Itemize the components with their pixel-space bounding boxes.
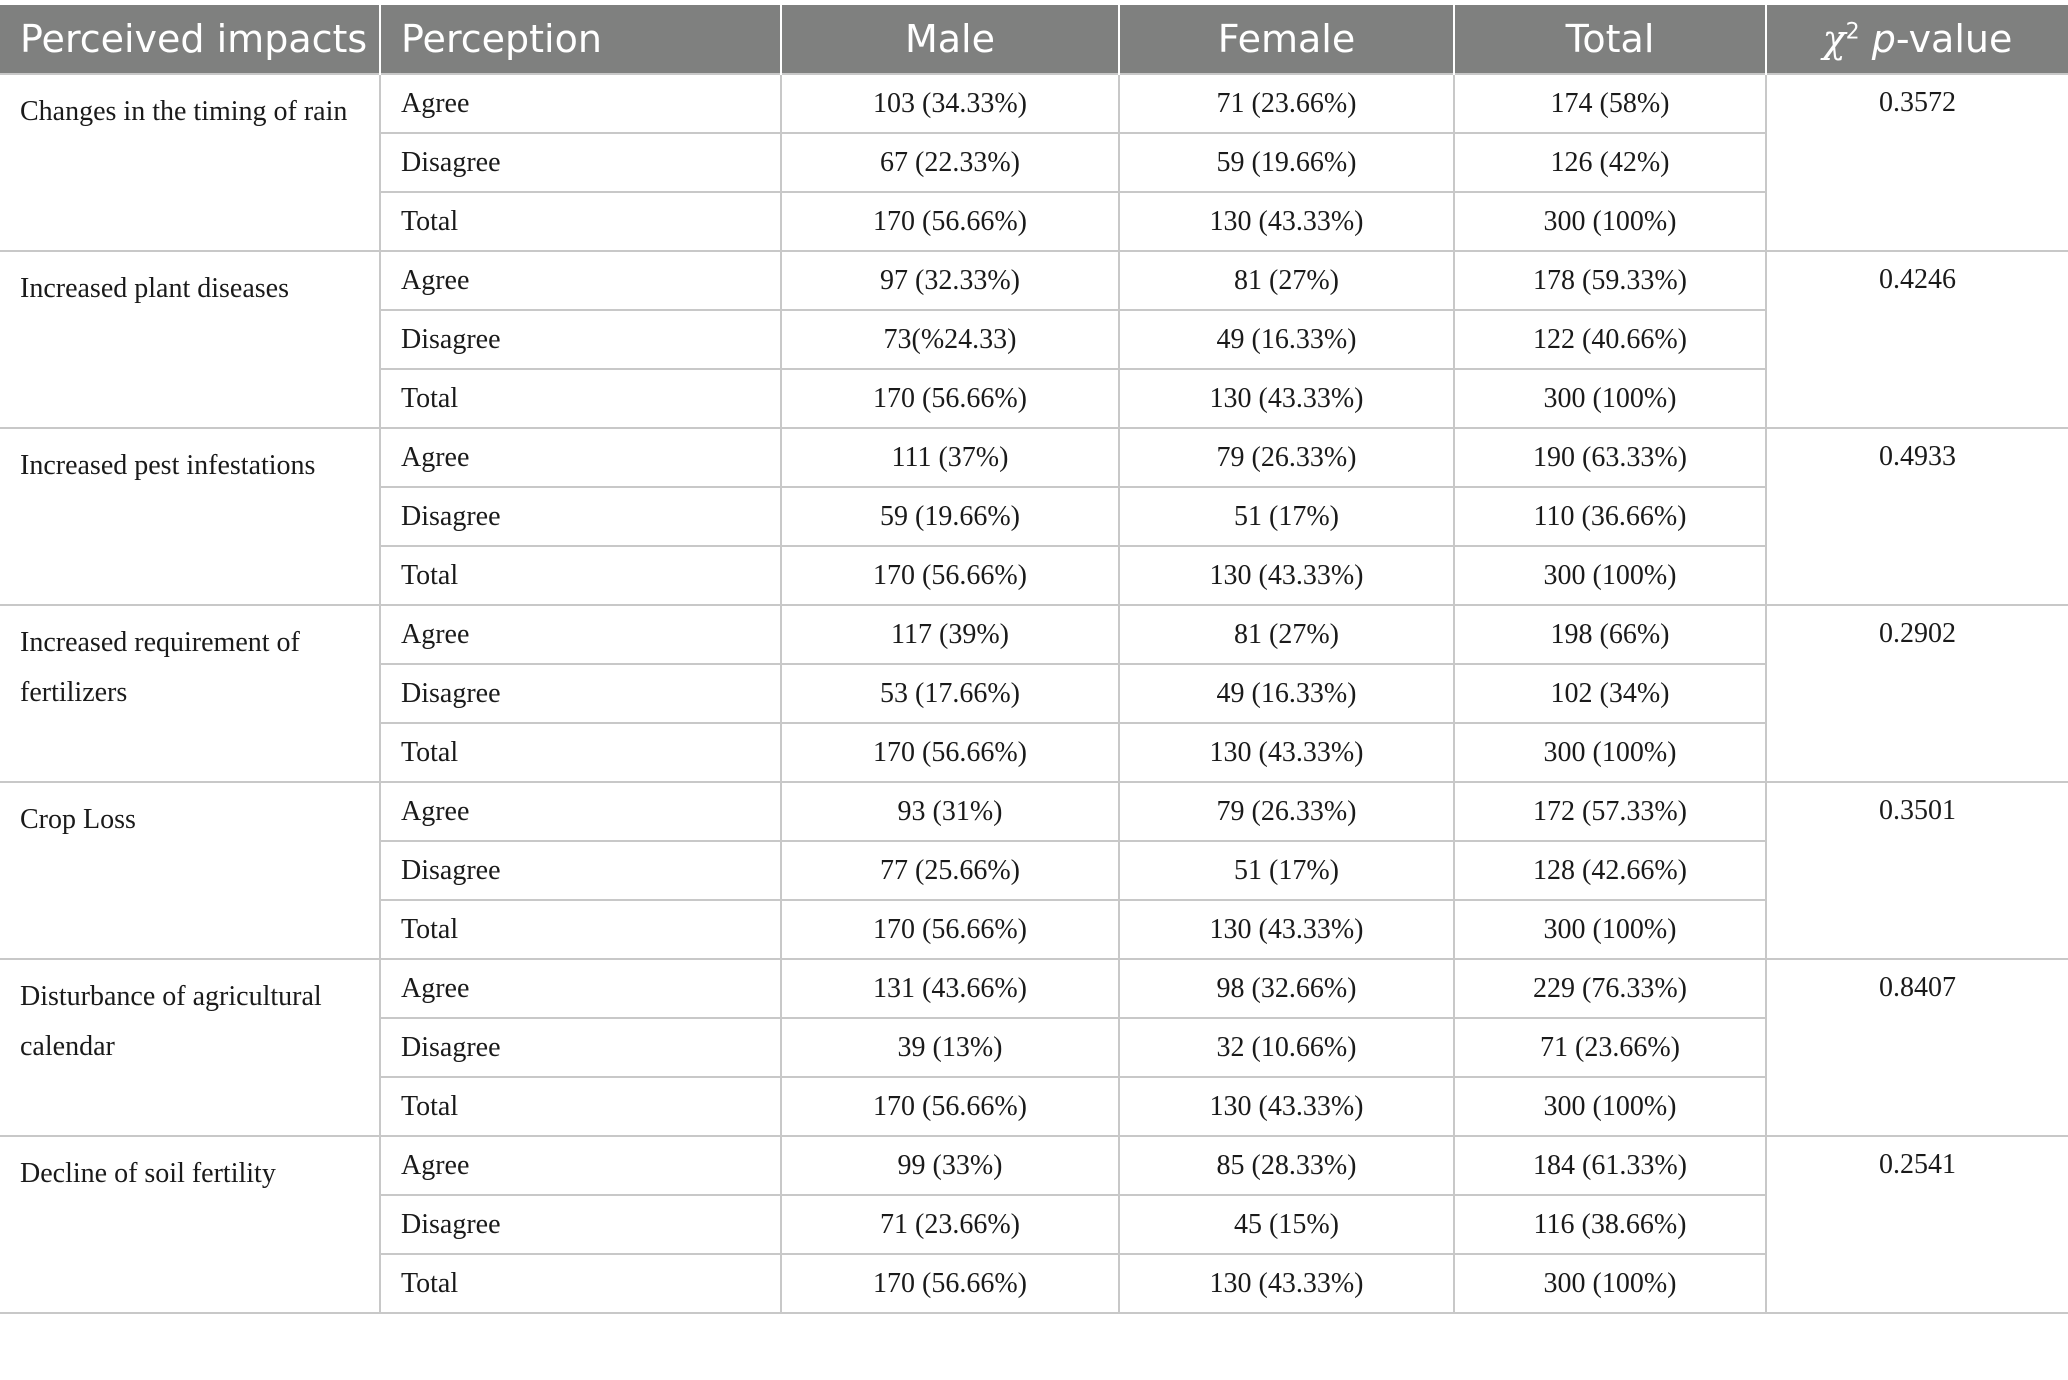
perception-cell: Total <box>380 723 781 782</box>
impact-cell: Decline of soil fertility <box>0 1136 380 1313</box>
total-cell: 172 (57.33%) <box>1454 782 1766 841</box>
male-cell: 117 (39%) <box>781 605 1119 664</box>
total-cell: 300 (100%) <box>1454 723 1766 782</box>
total-cell: 300 (100%) <box>1454 546 1766 605</box>
perception-cell: Total <box>380 369 781 428</box>
total-cell: 190 (63.33%) <box>1454 428 1766 487</box>
female-cell: 130 (43.33%) <box>1119 1254 1454 1313</box>
female-cell: 81 (27%) <box>1119 605 1454 664</box>
total-cell: 126 (42%) <box>1454 133 1766 192</box>
female-cell: 79 (26.33%) <box>1119 428 1454 487</box>
total-cell: 300 (100%) <box>1454 1254 1766 1313</box>
female-cell: 45 (15%) <box>1119 1195 1454 1254</box>
male-cell: 170 (56.66%) <box>781 369 1119 428</box>
total-cell: 300 (100%) <box>1454 192 1766 251</box>
male-cell: 170 (56.66%) <box>781 900 1119 959</box>
perception-cell: Agree <box>380 959 781 1018</box>
header-perceived-impacts: Perceived impacts <box>0 5 380 74</box>
p-letter: p <box>1871 17 1896 61</box>
perceived-impacts-table <box>0 5 2068 1314</box>
male-cell: 170 (56.66%) <box>781 1254 1119 1313</box>
table-row <box>0 782 2068 841</box>
perception-cell: Agree <box>380 605 781 664</box>
male-cell: 111 (37%) <box>781 428 1119 487</box>
female-cell: 85 (28.33%) <box>1119 1136 1454 1195</box>
male-cell: 59 (19.66%) <box>781 487 1119 546</box>
total-cell: 300 (100%) <box>1454 1077 1766 1136</box>
perception-cell: Disagree <box>380 487 781 546</box>
p-value-cell: 0.2902 <box>1766 605 2068 782</box>
female-cell: 98 (32.66%) <box>1119 959 1454 1018</box>
male-cell: 170 (56.66%) <box>781 546 1119 605</box>
female-cell: 59 (19.66%) <box>1119 133 1454 192</box>
male-cell: 67 (22.33%) <box>781 133 1119 192</box>
total-cell: 128 (42.66%) <box>1454 841 1766 900</box>
female-cell: 71 (23.66%) <box>1119 74 1454 133</box>
female-cell: 130 (43.33%) <box>1119 369 1454 428</box>
female-cell: 130 (43.33%) <box>1119 192 1454 251</box>
perception-cell: Total <box>380 546 781 605</box>
header-male: Male <box>781 5 1119 74</box>
chi-symbol: χ <box>1822 17 1846 61</box>
impact-cell: Changes in the timing of rain <box>0 74 380 251</box>
male-cell: 170 (56.66%) <box>781 1077 1119 1136</box>
male-cell: 73(%24.33) <box>781 310 1119 369</box>
value-suffix: -value <box>1895 17 2013 61</box>
chi-superscript: 2 <box>1845 19 1860 45</box>
perception-cell: Disagree <box>380 1018 781 1077</box>
female-cell: 32 (10.66%) <box>1119 1018 1454 1077</box>
total-cell: 122 (40.66%) <box>1454 310 1766 369</box>
impact-cell: Increased plant diseases <box>0 251 380 428</box>
total-cell: 178 (59.33%) <box>1454 251 1766 310</box>
header-chi-square-p-value <box>1766 5 2068 74</box>
female-cell: 130 (43.33%) <box>1119 723 1454 782</box>
table-row <box>0 605 2068 664</box>
header-perception: Perception <box>380 5 781 74</box>
perception-cell: Agree <box>380 782 781 841</box>
p-value-cell: 0.4933 <box>1766 428 2068 605</box>
total-cell: 300 (100%) <box>1454 900 1766 959</box>
perception-cell: Disagree <box>380 133 781 192</box>
male-cell: 170 (56.66%) <box>781 723 1119 782</box>
male-cell: 103 (34.33%) <box>781 74 1119 133</box>
perception-cell: Agree <box>380 1136 781 1195</box>
female-cell: 51 (17%) <box>1119 841 1454 900</box>
p-value-cell: 0.2541 <box>1766 1136 2068 1313</box>
female-cell: 130 (43.33%) <box>1119 1077 1454 1136</box>
impact-cell: Increased pest infestations <box>0 428 380 605</box>
perception-cell: Total <box>380 192 781 251</box>
perception-cell: Total <box>380 900 781 959</box>
perception-cell: Total <box>380 1254 781 1313</box>
total-cell: 116 (38.66%) <box>1454 1195 1766 1254</box>
total-cell: 102 (34%) <box>1454 664 1766 723</box>
total-cell: 229 (76.33%) <box>1454 959 1766 1018</box>
male-cell: 39 (13%) <box>781 1018 1119 1077</box>
male-cell: 71 (23.66%) <box>781 1195 1119 1254</box>
male-cell: 53 (17.66%) <box>781 664 1119 723</box>
p-value-cell: 0.8407 <box>1766 959 2068 1136</box>
p-value-cell: 0.4246 <box>1766 251 2068 428</box>
header-total: Total <box>1454 5 1766 74</box>
header-female: Female <box>1119 5 1454 74</box>
perception-cell: Agree <box>380 74 781 133</box>
perception-cell: Disagree <box>380 1195 781 1254</box>
female-cell: 51 (17%) <box>1119 487 1454 546</box>
table-row <box>0 428 2068 487</box>
perception-cell: Total <box>380 1077 781 1136</box>
impact-cell: Crop Loss <box>0 782 380 959</box>
male-cell: 97 (32.33%) <box>781 251 1119 310</box>
total-cell: 71 (23.66%) <box>1454 1018 1766 1077</box>
header-row <box>0 5 2068 74</box>
perception-cell: Disagree <box>380 310 781 369</box>
female-cell: 81 (27%) <box>1119 251 1454 310</box>
impact-cell: Increased requirement of fertilizers <box>0 605 380 782</box>
male-cell: 131 (43.66%) <box>781 959 1119 1018</box>
total-cell: 174 (58%) <box>1454 74 1766 133</box>
male-cell: 93 (31%) <box>781 782 1119 841</box>
table-header <box>0 5 2068 74</box>
table-row <box>0 251 2068 310</box>
male-cell: 99 (33%) <box>781 1136 1119 1195</box>
table-row <box>0 959 2068 1018</box>
perception-cell: Agree <box>380 428 781 487</box>
total-cell: 184 (61.33%) <box>1454 1136 1766 1195</box>
p-value-cell: 0.3501 <box>1766 782 2068 959</box>
female-cell: 79 (26.33%) <box>1119 782 1454 841</box>
female-cell: 130 (43.33%) <box>1119 900 1454 959</box>
p-value-cell: 0.3572 <box>1766 74 2068 251</box>
male-cell: 77 (25.66%) <box>781 841 1119 900</box>
female-cell: 49 (16.33%) <box>1119 664 1454 723</box>
perception-cell: Agree <box>380 251 781 310</box>
table-body <box>0 74 2068 1313</box>
male-cell: 170 (56.66%) <box>781 192 1119 251</box>
total-cell: 110 (36.66%) <box>1454 487 1766 546</box>
data-table-container <box>0 5 2068 1314</box>
perception-cell: Disagree <box>380 841 781 900</box>
total-cell: 300 (100%) <box>1454 369 1766 428</box>
table-row <box>0 74 2068 133</box>
impact-cell: Disturbance of agricultural calendar <box>0 959 380 1136</box>
perception-cell: Disagree <box>380 664 781 723</box>
female-cell: 49 (16.33%) <box>1119 310 1454 369</box>
total-cell: 198 (66%) <box>1454 605 1766 664</box>
female-cell: 130 (43.33%) <box>1119 546 1454 605</box>
table-row <box>0 1136 2068 1195</box>
